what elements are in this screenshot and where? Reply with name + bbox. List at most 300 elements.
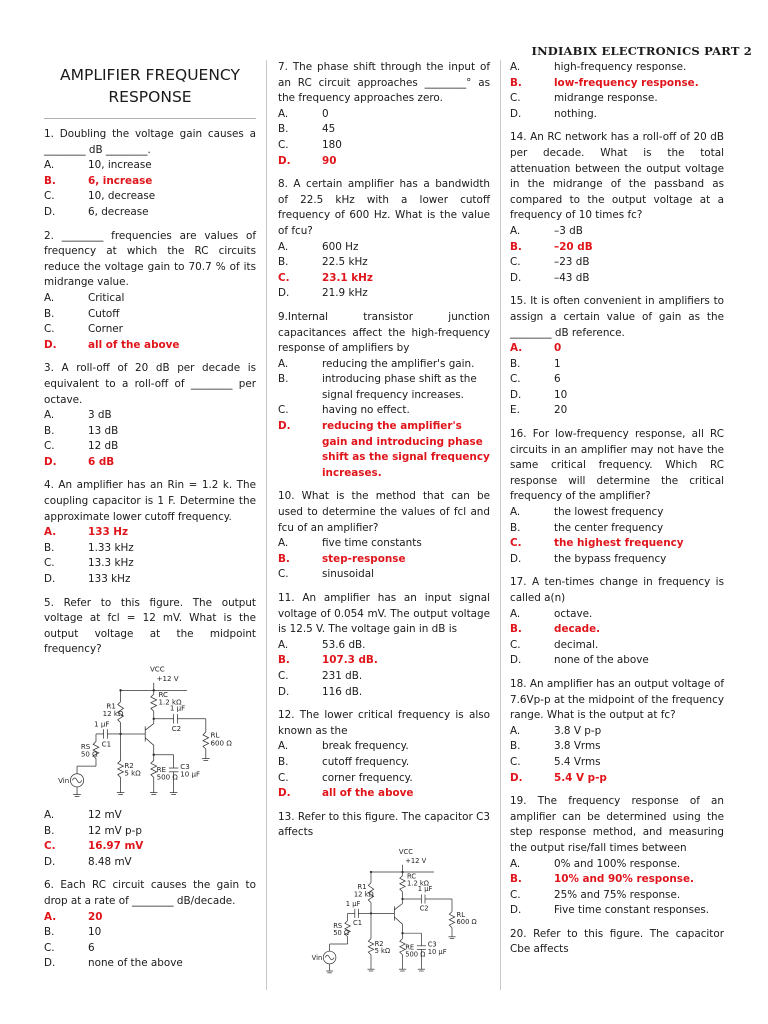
answer-option	[44, 855, 256, 871]
option-text: 53.6 dB.	[322, 638, 366, 651]
question-block	[278, 591, 490, 700]
option-letter: D.	[510, 654, 522, 667]
option-text: 6, increase	[88, 174, 153, 187]
option-text: sinusoidal	[322, 568, 374, 581]
option-text: cutoff frequency.	[322, 755, 410, 768]
option-text: 3 dB	[88, 409, 112, 422]
question-list	[278, 60, 490, 980]
option-text: 10% and 90% response.	[554, 873, 694, 886]
option-letter: B.	[510, 623, 522, 636]
option-text: 3.8 Vrms	[554, 740, 601, 753]
option-text: 107.3 dB.	[322, 654, 378, 667]
option-letter: A.	[44, 291, 55, 304]
question-stem: 2. ________ frequencies are values of frequency at which the RC circuits reduce the voltage gain to 70.7 % of its midrange value.	[44, 229, 256, 289]
rl-label: RL	[210, 730, 220, 740]
answer-option	[510, 357, 724, 373]
correct-answer-option	[44, 174, 256, 190]
option-letter: B.	[278, 755, 289, 768]
answer-option	[510, 505, 724, 521]
option-letter: A.	[510, 61, 521, 73]
answer-option	[510, 857, 724, 873]
option-text: –20 dB	[554, 240, 593, 253]
option-letter: A.	[44, 910, 57, 923]
correct-answer-option	[44, 338, 256, 354]
answer-option	[510, 521, 724, 537]
option-letter: A.	[278, 107, 289, 120]
question-block	[44, 127, 256, 221]
option-text: decade.	[554, 623, 601, 636]
option-letter: D.	[510, 271, 522, 284]
question-block	[44, 478, 256, 587]
question-stem: 7. The phase shift through the input of an RC circuit approaches ________° as the frequency approaches zero.	[278, 61, 490, 105]
option-letter: C.	[278, 138, 289, 151]
option-letter: D.	[510, 388, 522, 401]
question-stem: 10. What is the method that can be used to determine the values of fcl and fcu of an amplifier?	[278, 490, 490, 534]
answer-option	[44, 956, 256, 972]
option-text: 21.9 kHz	[322, 287, 368, 300]
answer-option	[44, 556, 256, 572]
column-divider	[266, 60, 267, 990]
rl-label: RL	[456, 910, 465, 919]
option-letter: B.	[44, 541, 55, 554]
option-text: 5.4 V p-p	[554, 771, 607, 784]
question-stem: 3. A roll-off of 20 dB per decade is equivalent to a roll-off of ________ per octave.	[44, 362, 256, 406]
option-text: five time constants	[322, 537, 422, 550]
option-letter: D.	[510, 771, 523, 784]
option-letter: D.	[510, 107, 522, 120]
option-letter: A.	[278, 240, 289, 253]
option-text: 13.3 kHz	[88, 557, 134, 570]
r1-value: 12 kΩ	[102, 708, 124, 718]
page-title: AMPLIFIER FREQUENCY RESPONSE	[60, 66, 240, 106]
answer-option	[278, 536, 490, 552]
option-text: 5.4 Vrms	[554, 755, 601, 768]
option-letter: D.	[44, 855, 56, 868]
question-block	[278, 60, 490, 169]
option-text: break frequency.	[322, 740, 409, 753]
option-letter: B.	[510, 76, 522, 89]
rs-value: 50 Ω	[80, 749, 98, 759]
option-text: all of the above	[322, 787, 414, 800]
question-stem: 20. Refer to this figure. The capacitor Cbe affects	[510, 927, 724, 956]
option-text: the highest frequency	[554, 537, 684, 550]
option-letter: B.	[44, 424, 55, 437]
option-text: 12 mV	[88, 809, 122, 821]
answer-option	[44, 925, 256, 941]
rl-value: 600 Ω	[456, 918, 477, 927]
option-text: the lowest frequency	[554, 506, 664, 519]
r1-label: R1	[106, 701, 116, 711]
option-text: 13 dB	[88, 424, 119, 437]
answer-option	[278, 107, 490, 123]
option-text: 23.1 kHz	[322, 271, 373, 284]
option-letter: C.	[510, 638, 521, 651]
answer-option	[510, 552, 724, 568]
question-stem: 8. A certain amplifier has a bandwidth of 22.5 kHz with a lower cutoff frequency of 600 Hz. What is the value of fcu?	[278, 178, 490, 237]
column-divider	[500, 60, 501, 990]
column-3	[510, 60, 724, 958]
correct-answer-option	[510, 341, 724, 357]
c2-value: 1 µF	[417, 884, 433, 893]
option-text: 12 dB	[88, 440, 119, 453]
r2-value: 5 kΩ	[124, 768, 141, 778]
answer-option	[510, 403, 724, 419]
option-text: 6, decrease	[88, 205, 149, 218]
rs-value: 50 Ω	[333, 928, 350, 937]
option-letter: B.	[510, 240, 522, 253]
option-text: Five time constant responses.	[554, 904, 710, 917]
column-1	[44, 60, 256, 972]
option-text: 25% and 75% response.	[554, 888, 681, 901]
r2-value: 5 kΩ	[374, 946, 391, 955]
option-letter: B.	[278, 123, 289, 136]
option-text: 8.48 mV	[88, 855, 132, 868]
correct-answer-option	[510, 771, 724, 787]
option-text: 12 mV p-p	[88, 824, 142, 837]
column-2	[278, 60, 490, 984]
option-letter: C.	[510, 256, 521, 269]
option-text: 133 Hz	[88, 526, 129, 539]
option-text: –3 dB	[554, 224, 583, 237]
option-text: 10, decrease	[88, 190, 156, 203]
option-text: Critical	[88, 291, 125, 304]
answer-option	[44, 808, 256, 824]
option-text: introducing phase shift as the signal frequency increases.	[322, 373, 477, 401]
option-text: step-response	[322, 552, 406, 565]
option-letter: B.	[44, 307, 55, 320]
option-text: 231 dB.	[322, 669, 363, 682]
answer-option	[510, 224, 724, 240]
option-letter: C.	[510, 888, 521, 901]
option-letter: B.	[278, 256, 289, 269]
option-text: nothing.	[554, 107, 597, 120]
option-letter: C.	[44, 440, 55, 453]
answer-option	[278, 771, 490, 787]
option-letter: A.	[44, 159, 55, 172]
option-text: 45	[322, 123, 336, 136]
question-stem: 4. An amplifier has an Rin = 1.2 k. The coupling capacitor is 1 F. Determine the approximate lower cutoff frequency.	[44, 479, 256, 523]
question-block	[278, 810, 490, 980]
option-text: 10	[554, 388, 568, 401]
answer-option	[510, 653, 724, 669]
question-block	[510, 427, 724, 567]
answer-option	[44, 189, 256, 205]
option-letter: D.	[278, 787, 291, 800]
r2-label: R2	[124, 761, 134, 771]
option-letter: D.	[278, 420, 291, 433]
answer-option	[44, 572, 256, 588]
question-block	[510, 294, 724, 419]
option-letter: B.	[44, 926, 55, 939]
option-letter: D.	[510, 552, 522, 565]
question-block	[510, 575, 724, 669]
answer-option	[44, 205, 256, 221]
option-letter: D.	[44, 338, 57, 351]
r1-value: 12 kΩ	[353, 890, 374, 899]
option-text: low-frequency response.	[554, 76, 699, 89]
question-stem: 5. Refer to this figure. The output voltage at fcl = 12 mV. What is the output voltage at the midpoint frequency?	[44, 596, 256, 656]
option-text: 1.33 kHz	[88, 541, 134, 554]
option-letter: B.	[278, 654, 290, 667]
option-text: 20	[554, 404, 568, 417]
title-divider	[44, 118, 256, 119]
option-letter: B.	[510, 740, 521, 753]
option-letter: D.	[278, 287, 290, 300]
question-block	[510, 677, 724, 786]
question-stem: 19. The frequency response of an amplifier can be determined using the step response method, and measuring the output rise/fall times between	[510, 795, 724, 854]
re-value: 500 Ω	[405, 950, 426, 959]
option-letter: A.	[510, 224, 521, 237]
option-text: all of the above	[88, 338, 180, 351]
vin-label: Vin	[311, 954, 323, 963]
vcc-label: VCC	[149, 664, 165, 674]
c2-label: C2	[171, 724, 182, 734]
answer-option	[510, 607, 724, 623]
option-letter: C.	[278, 568, 289, 581]
option-letter: B.	[44, 174, 56, 187]
option-letter: C.	[278, 669, 289, 682]
c2-value: 1 µF	[169, 703, 186, 713]
c3-label: C3	[427, 940, 437, 949]
question-list	[44, 127, 256, 972]
option-text: 0	[322, 107, 329, 120]
option-letter: B.	[510, 873, 522, 886]
option-letter: D.	[510, 904, 522, 917]
option-text: 10, increase	[88, 159, 152, 172]
option-letter: D.	[44, 573, 56, 586]
answer-option	[278, 638, 490, 654]
option-letter: B.	[44, 824, 55, 837]
option-letter: C.	[278, 404, 289, 417]
answer-option	[278, 567, 490, 583]
option-text: –23 dB	[554, 256, 590, 269]
answer-option	[278, 739, 490, 755]
correct-answer-option	[510, 536, 724, 552]
option-letter: B.	[510, 357, 521, 370]
question-stem: 16. For low-frequency response, all RC circuits in an amplifier may not have the same critical frequency. Which RC response will determine the critical frequency of the amplifier?	[510, 428, 724, 503]
option-letter: A.	[44, 526, 57, 539]
answer-option	[510, 755, 724, 771]
question-block	[278, 177, 490, 302]
option-text: 0% and 100% response.	[554, 857, 681, 870]
question-stem: 17. A ten-times change in frequency is called a(n)	[510, 576, 724, 604]
answer-option	[510, 739, 724, 755]
correct-answer-option	[510, 76, 724, 92]
answer-option	[278, 286, 490, 302]
answer-option	[44, 541, 256, 557]
rc-label: RC	[407, 872, 417, 881]
option-text: the center frequency	[554, 521, 664, 534]
option-text: 6 dB	[88, 455, 115, 468]
rc-value: 1.2 kΩ	[158, 697, 182, 707]
question-block	[510, 794, 724, 919]
option-text: 116 dB.	[322, 685, 363, 698]
c1-label: C1	[101, 739, 112, 749]
option-text: high-frequency response.	[554, 61, 687, 73]
option-text: having no effect.	[322, 404, 410, 417]
answer-option	[278, 240, 490, 256]
option-text: midrange response.	[554, 92, 658, 105]
amplifier-circuit-figure	[54, 662, 244, 804]
option-text: reducing the amplifier's gain.	[322, 357, 475, 370]
answer-option	[510, 388, 724, 404]
option-letter: A.	[278, 638, 289, 651]
answer-option	[278, 372, 490, 403]
amplifier-circuit-figure	[308, 845, 488, 980]
option-text: 0	[554, 342, 562, 355]
re-label: RE	[405, 943, 415, 952]
r1-label: R1	[357, 883, 367, 892]
option-text: Cutoff	[88, 307, 120, 320]
option-letter: C.	[278, 771, 289, 784]
question-stem: 6. Each RC circuit causes the gain to drop at a rate of ________ dB/decade.	[44, 879, 256, 907]
answer-option	[44, 408, 256, 424]
option-letter: A.	[510, 857, 521, 870]
answer-option	[44, 158, 256, 174]
question-block	[510, 60, 724, 122]
rl-value: 600 Ω	[210, 738, 232, 748]
vcc-label: VCC	[398, 847, 413, 856]
rc-label: RC	[158, 690, 168, 700]
option-letter: B.	[510, 521, 521, 534]
correct-answer-option	[510, 872, 724, 888]
c1-value: 1 µF	[94, 719, 110, 729]
question-block	[44, 361, 256, 470]
option-letter: D.	[44, 957, 56, 970]
option-text: none of the above	[554, 654, 649, 667]
correct-answer-option	[278, 271, 490, 287]
option-letter: C.	[510, 537, 522, 550]
correct-answer-option	[44, 910, 256, 926]
page-header: INDIABIX ELECTRONICS PART 2	[531, 44, 752, 58]
answer-option	[44, 322, 256, 338]
correct-answer-option	[510, 240, 724, 256]
correct-answer-option	[44, 839, 256, 855]
option-text: 20	[88, 910, 103, 923]
answer-option	[44, 941, 256, 957]
option-letter: B.	[278, 552, 290, 565]
rs-label: RS	[80, 742, 91, 752]
answer-option	[510, 724, 724, 740]
rs-label: RS	[333, 921, 343, 930]
answer-option	[278, 122, 490, 138]
answer-option	[278, 403, 490, 419]
option-text: –43 dB	[554, 271, 590, 284]
question-block	[44, 596, 256, 871]
question-stem: 9.Internal transistor junction capacitances affect the high-frequency response of amplifiers by	[278, 310, 490, 355]
option-text: 22.5 kHz	[322, 256, 368, 269]
option-letter: A.	[278, 740, 289, 753]
option-letter: A.	[44, 409, 55, 422]
question-stem: 15. It is often convenient in amplifiers to assign a certain value of gain as the ________ dB reference.	[510, 295, 724, 339]
correct-answer-option	[278, 786, 490, 802]
answer-option	[510, 255, 724, 271]
option-letter: C.	[510, 92, 521, 105]
option-letter: A.	[510, 724, 521, 737]
option-letter: C.	[510, 373, 521, 386]
rc-value: 1.2 kΩ	[407, 879, 429, 888]
option-letter: C.	[44, 557, 55, 570]
vcc-value: +12 V	[405, 856, 427, 865]
question-stem: 12. The lower critical frequency is also known as the	[278, 709, 490, 737]
answer-option	[510, 372, 724, 388]
option-letter: C.	[44, 941, 55, 954]
answer-option	[278, 357, 490, 373]
answer-option	[510, 888, 724, 904]
option-text: octave.	[554, 607, 593, 620]
option-letter: A.	[278, 357, 289, 370]
question-block	[44, 229, 256, 354]
option-text: the bypass frequency	[554, 552, 667, 565]
option-text: 90	[322, 154, 337, 167]
option-text: 6	[88, 941, 95, 954]
option-text: 10	[88, 926, 102, 939]
option-text: 600 Hz	[322, 240, 359, 253]
question-stem: 18. An amplifier has an output voltage of 7.6Vp-p at the midpoint of the frequency range. What is the output at fc?	[510, 677, 724, 722]
correct-answer-option	[44, 525, 256, 541]
correct-answer-option	[278, 552, 490, 568]
option-letter: D.	[44, 205, 56, 218]
option-letter: C.	[44, 190, 55, 203]
option-letter: A.	[510, 506, 521, 519]
question-stem: 13. Refer to this figure. The capacitor C3 affects	[278, 810, 490, 839]
question-block	[510, 927, 724, 958]
option-text: 3.8 V p-p	[554, 724, 602, 737]
answer-option	[44, 307, 256, 323]
answer-option	[510, 91, 724, 107]
option-letter: A.	[510, 607, 521, 620]
answer-option	[510, 638, 724, 654]
option-letter: D.	[278, 685, 290, 698]
option-letter: A.	[278, 537, 289, 550]
question-block	[278, 310, 490, 482]
option-text: 1	[554, 357, 561, 370]
question-list	[510, 60, 724, 958]
option-letter: B.	[278, 373, 289, 386]
option-text: none of the above	[88, 957, 183, 970]
question-block	[44, 878, 256, 972]
option-letter: C.	[44, 323, 55, 336]
option-text: 133 kHz	[88, 573, 131, 586]
correct-answer-option	[44, 455, 256, 471]
c3-value: 10 µF	[180, 769, 201, 779]
answer-option	[44, 824, 256, 840]
option-text: Corner	[88, 323, 123, 336]
answer-option	[510, 107, 724, 123]
option-text: 16.97 mV	[88, 840, 144, 853]
answer-option	[510, 60, 724, 76]
option-text: 6	[554, 373, 561, 386]
option-letter: C.	[278, 271, 290, 284]
c2-label: C2	[419, 904, 429, 913]
option-letter: E.	[510, 404, 520, 417]
question-stem: 11. An amplifier has an input signal voltage of 0.054 mV. The output voltage is 12.5 V. The voltage gain in dB is	[278, 592, 490, 636]
answer-option	[278, 138, 490, 154]
option-letter: C.	[44, 840, 56, 853]
answer-option	[44, 291, 256, 307]
answer-option	[510, 271, 724, 287]
option-text: 180	[322, 138, 342, 151]
option-letter: D.	[278, 154, 291, 167]
correct-answer-option	[278, 154, 490, 170]
question-block	[510, 130, 724, 286]
question-block	[278, 489, 490, 583]
option-text: reducing the amplifier's gain and introducing phase shift as the signal frequency increases.	[322, 420, 490, 479]
option-text: corner frequency.	[322, 771, 413, 784]
c3-label: C3	[180, 761, 190, 771]
question-stem: 1. Doubling the voltage gain causes a ________ dB ________.	[44, 128, 256, 156]
correct-answer-option	[278, 653, 490, 669]
